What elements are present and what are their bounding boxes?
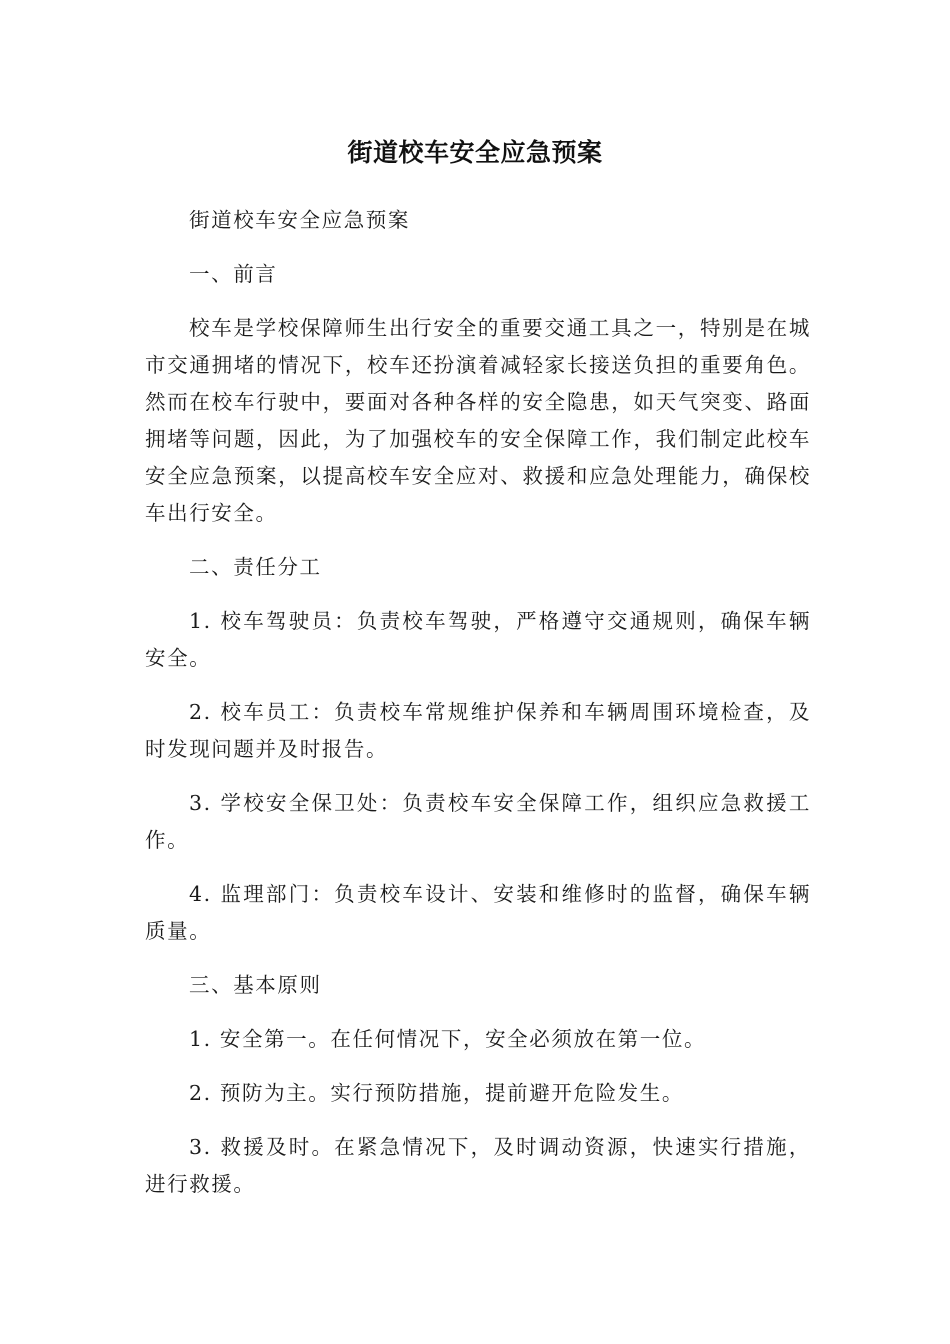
paragraph-heading-repeat: 街道校车安全应急预案 — [189, 208, 410, 232]
section-heading-principles: 三、基本原则 — [189, 973, 322, 997]
list-item-timely-rescue: 3. 救援及时。在紧急情况下，及时调动资源，快速实行措施，进行救援。 — [145, 1135, 811, 1196]
list-item-driver: 1. 校车驾驶员：负责校车驾驶，严格遵守交通规则，确保车辆安全。 — [145, 609, 811, 670]
list-item-supervision: 4. 监理部门：负责校车设计、安装和维修时的监督，确保车辆质量。 — [145, 882, 811, 943]
section-heading-responsibilities: 二、责任分工 — [189, 555, 322, 579]
list-item-safety-first: 1. 安全第一。在任何情况下，安全必须放在第一位。 — [189, 1027, 707, 1051]
section-heading-preface: 一、前言 — [189, 262, 278, 286]
document-title: 街道校车安全应急预案 — [347, 138, 603, 167]
list-item-prevention: 2. 预防为主。实行预防措施，提前避开危险发生。 — [189, 1081, 684, 1105]
list-item-staff: 2. 校车员工：负责校车常规维护保养和车辆周围环境检查，及时发现问题并及时报告。 — [145, 700, 811, 761]
list-item-security-office: 3. 学校安全保卫处：负责校车安全保障工作，组织应急救援工作。 — [145, 791, 811, 852]
document-body — [145, 202, 811, 1220]
paragraph-preface: 校车是学校保障师生出行安全的重要交通工具之一，特别是在城市交通拥堵的情况下，校车还扮演着减轻家长接送负担的重要角色。然而在校车行驶中，要面对各种各样的安全隐患，如天气突变、路面拥堵等问题，因此，为了加强校车的安全保障工作，我们制定此校车安全应急预案，以提高校车安全应对、救援和应急处理能力，确保校车出行安全。 — [145, 316, 811, 525]
